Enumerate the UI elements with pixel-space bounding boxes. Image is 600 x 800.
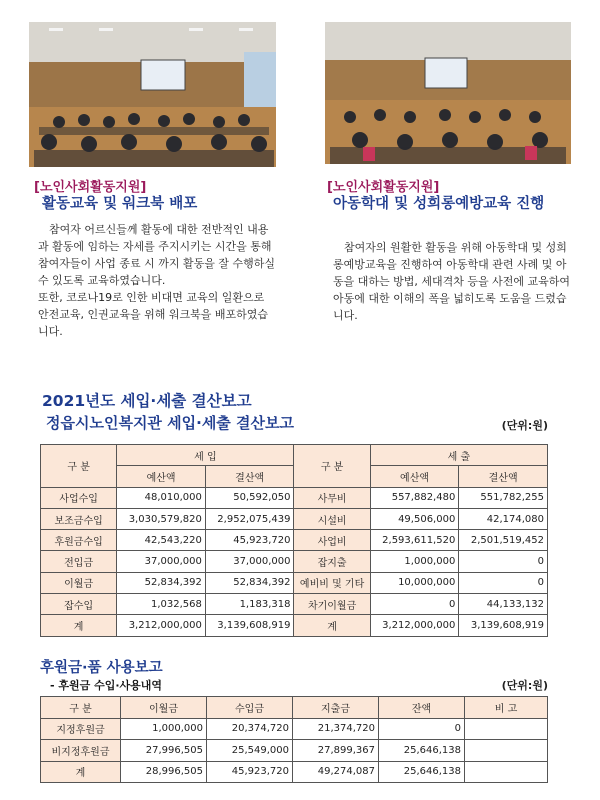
expense-header: 세 출 xyxy=(370,445,547,466)
expense-label: 예비비 및 기타 xyxy=(294,572,370,593)
expense-settlement: 42,174,080 xyxy=(459,508,548,529)
table-row xyxy=(41,508,548,529)
table-header-row xyxy=(41,445,548,466)
income-settlement-total: 3,139,608,919 xyxy=(205,615,294,636)
expense-settlement: 0 xyxy=(459,551,548,572)
donation-total-label: 계 xyxy=(41,761,121,783)
donation-header-income: 수입금 xyxy=(207,697,293,719)
expense-budget: 49,506,000 xyxy=(370,508,459,529)
expense-label: 사업비 xyxy=(294,530,370,551)
income-settlement: 50,592,050 xyxy=(205,487,294,508)
expense-settlement: 44,133,132 xyxy=(459,594,548,615)
income-label: 사업수입 xyxy=(41,487,117,508)
budget-settlement-table xyxy=(40,444,548,637)
income-total-label: 계 xyxy=(41,615,117,636)
right-article-tag: [노인사회활동지원] xyxy=(327,180,440,195)
donation-carryover: 27,996,505 xyxy=(121,740,207,762)
expense-category-header: 구 분 xyxy=(294,445,370,488)
donation-note-total xyxy=(465,761,548,783)
left-article-body xyxy=(38,221,278,340)
income-label: 전입금 xyxy=(41,551,117,572)
income-settlement: 52,834,392 xyxy=(205,572,294,593)
expense-budget: 2,593,611,520 xyxy=(370,530,459,551)
donation-income: 25,549,000 xyxy=(207,740,293,762)
expense-settlement: 551,782,255 xyxy=(459,487,548,508)
report-unit: (단위:원) xyxy=(501,419,548,432)
income-budget: 42,543,220 xyxy=(117,530,206,551)
donation-header-balance: 잔액 xyxy=(379,697,465,719)
left-article-tag: [노인사회활동지원] xyxy=(34,180,147,195)
income-budget: 48,010,000 xyxy=(117,487,206,508)
table-row xyxy=(41,487,548,508)
income-budget: 37,000,000 xyxy=(117,551,206,572)
photo-prevention-education xyxy=(325,22,571,164)
table-row xyxy=(41,530,548,551)
table-row xyxy=(41,718,548,740)
income-settlement-header: 결산액 xyxy=(205,466,294,487)
donation-expense-total: 49,274,087 xyxy=(293,761,379,783)
income-header: 세 입 xyxy=(117,445,294,466)
expense-budget: 10,000,000 xyxy=(370,572,459,593)
donation-category: 비지정후원금 xyxy=(41,740,121,762)
right-article-heading: 아동학대 및 성희롱예방교육 진행 xyxy=(333,196,545,212)
donation-expense: 21,374,720 xyxy=(293,718,379,740)
table-row xyxy=(41,740,548,762)
donation-carryover: 1,000,000 xyxy=(121,718,207,740)
right-article-paragraph-1: 참여자의 원활한 활동을 위해 아동학대 및 성희롱예방교육을 진행하여 아동학대 관련 사례 및 아동을 대하는 방법, 세대격차 등을 사전에 교육하여 아동에 대한 이해의 폭을 넓히도록 도움을 드렸습니다. xyxy=(333,241,570,322)
expense-budget-header: 예산액 xyxy=(370,466,459,487)
income-budget: 3,030,579,820 xyxy=(117,508,206,529)
donation-note xyxy=(465,740,548,762)
donation-balance-total: 25,646,138 xyxy=(379,761,465,783)
left-article-paragraph-2: 또한, 코로나19로 인한 비대면 교육의 일환으로 안전교육, 인권교육을 위해 워크북을 배포하였습니다. xyxy=(38,291,269,338)
photo-activity-education xyxy=(29,22,276,167)
donation-balance: 25,646,138 xyxy=(379,740,465,762)
table-row xyxy=(41,594,548,615)
expense-label: 사무비 xyxy=(294,487,370,508)
table-row xyxy=(41,572,548,593)
report-subtitle: 정읍시노인복지관 세입·세출 결산보고 xyxy=(46,414,294,432)
income-budget-total: 3,212,000,000 xyxy=(117,615,206,636)
table-total-row xyxy=(41,761,548,783)
donation-header-expense: 지출금 xyxy=(293,697,379,719)
donation-income: 20,374,720 xyxy=(207,718,293,740)
donation-income-total: 45,923,720 xyxy=(207,761,293,783)
income-settlement: 2,952,075,439 xyxy=(205,508,294,529)
right-article-body xyxy=(333,239,571,324)
income-settlement: 37,000,000 xyxy=(205,551,294,572)
donation-note xyxy=(465,718,548,740)
donation-expense: 27,899,367 xyxy=(293,740,379,762)
income-budget: 1,032,568 xyxy=(117,594,206,615)
donation-header-row xyxy=(41,697,548,719)
expense-budget: 1,000,000 xyxy=(370,551,459,572)
donation-header-category: 구 분 xyxy=(41,697,121,719)
donation-balance: 0 xyxy=(379,718,465,740)
left-article-paragraph-1: 참여자 어르신들께 활동에 대한 전반적인 내용과 활동에 임하는 자세를 주지시키는 시간을 통해 참여자들이 사업 종료 시 까지 활동을 잘 수행하실 수 있도록 교육하였습니다. xyxy=(38,223,275,287)
table-row xyxy=(41,551,548,572)
expense-total-label: 계 xyxy=(294,615,370,636)
income-label: 잡수입 xyxy=(41,594,117,615)
expense-label: 시설비 xyxy=(294,508,370,529)
donation-table xyxy=(40,696,548,783)
expense-settlement-header: 결산액 xyxy=(459,466,548,487)
expense-budget: 557,882,480 xyxy=(370,487,459,508)
income-label: 보조금수입 xyxy=(41,508,117,529)
donation-unit: (단위:원) xyxy=(501,679,548,692)
donation-header-carryover: 이월금 xyxy=(121,697,207,719)
expense-budget: 0 xyxy=(370,594,459,615)
income-budget-header: 예산액 xyxy=(117,466,206,487)
income-label: 이월금 xyxy=(41,572,117,593)
income-settlement: 1,183,318 xyxy=(205,594,294,615)
left-article-heading: 활동교육 및 워크북 배포 xyxy=(42,196,198,212)
income-settlement: 45,923,720 xyxy=(205,530,294,551)
donation-title: 후원금·품 사용보고 xyxy=(40,660,163,676)
expense-budget-total: 3,212,000,000 xyxy=(370,615,459,636)
income-category-header: 구 분 xyxy=(41,445,117,488)
donation-subtitle: - 후원금 수입·사용내역 xyxy=(50,679,163,692)
income-label: 후원금수입 xyxy=(41,530,117,551)
report-title: 2021년도 세입·세출 결산보고 xyxy=(42,392,252,410)
donation-header-note: 비 고 xyxy=(465,697,548,719)
donation-carryover-total: 28,996,505 xyxy=(121,761,207,783)
expense-settlement: 2,501,519,452 xyxy=(459,530,548,551)
expense-settlement: 0 xyxy=(459,572,548,593)
donation-category: 지정후원금 xyxy=(41,718,121,740)
expense-label: 잡지출 xyxy=(294,551,370,572)
table-total-row xyxy=(41,615,548,636)
expense-settlement-total: 3,139,608,919 xyxy=(459,615,548,636)
expense-label: 차기이월금 xyxy=(294,594,370,615)
income-budget: 52,834,392 xyxy=(117,572,206,593)
